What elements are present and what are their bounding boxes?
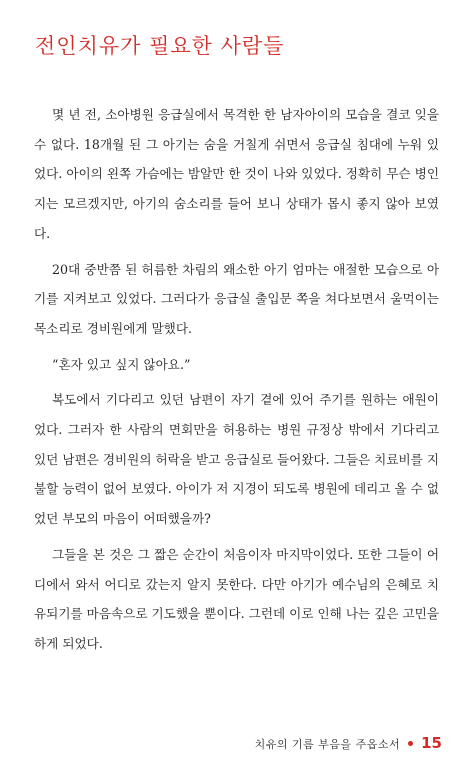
page-footer [255, 734, 442, 752]
page-number: 15 [421, 734, 442, 752]
bullet-dot-icon [408, 741, 413, 746]
paragraph-3: “혼자 있고 싶지 않아요.” [52, 356, 191, 372]
body-text [34, 100, 439, 665]
paragraph-1: 몇 년 전, 소아병원 응급실에서 목격한 한 남자아이의 모습을 결코 잊을 수 없다. 18개월 된 그 아기는 숨을 거칠게 쉬면서 응급실 침대에 누워 있었다. 아이의 왼쪽 가슴에는 밤알만 한 것이 나와 있었다. 정확히 무슨 병인지는 모르겠지만, 아기의 숨소리를 들어 보니 상태가 몹시 좋지 않아 보였다. [34, 107, 439, 241]
paragraph-2: 20대 중반쯤 된 허름한 차림의 왜소한 아기 엄마는 애절한 모습으로 아기를 지켜보고 있었다. 그러다가 응급실 출입문 쪽을 쳐다보면서 울먹이는 목소리로 경비원에게 말했다. [34, 261, 439, 336]
running-title: 치유의 기름 부음을 주옵소서 [254, 738, 401, 751]
chapter-title: 전인치유가 필요한 사람들 [35, 34, 285, 58]
paragraph-4: 복도에서 기다리고 있던 남편이 자기 곁에 있어 주기를 원하는 애원이었다. 그러자 한 사람의 면회만을 허용하는 병원 규정상 밖에서 기다리고 있던 남편은 경비원의 허락을 받고 응급실로 들어왔다. 그들은 치료비를 지불할 능력이 없어 보였다. 아이가 저 지경이 되도록 병원에 데리고 올 수 없었던 부모의 마음이 어떠했을까? [34, 392, 439, 527]
paragraph-5: 그들을 본 것은 그 짧은 순간이 처음이자 마지막이었다. 또한 그들이 어디에서 와서 어디로 갔는지 알지 못한다. 다만 아기가 예수님의 은혜로 치유되기를 마음속으로 기도했을 뿐이다. 그런데 이로 인해 나는 깊은 고민을 하게 되었다. [34, 546, 439, 651]
